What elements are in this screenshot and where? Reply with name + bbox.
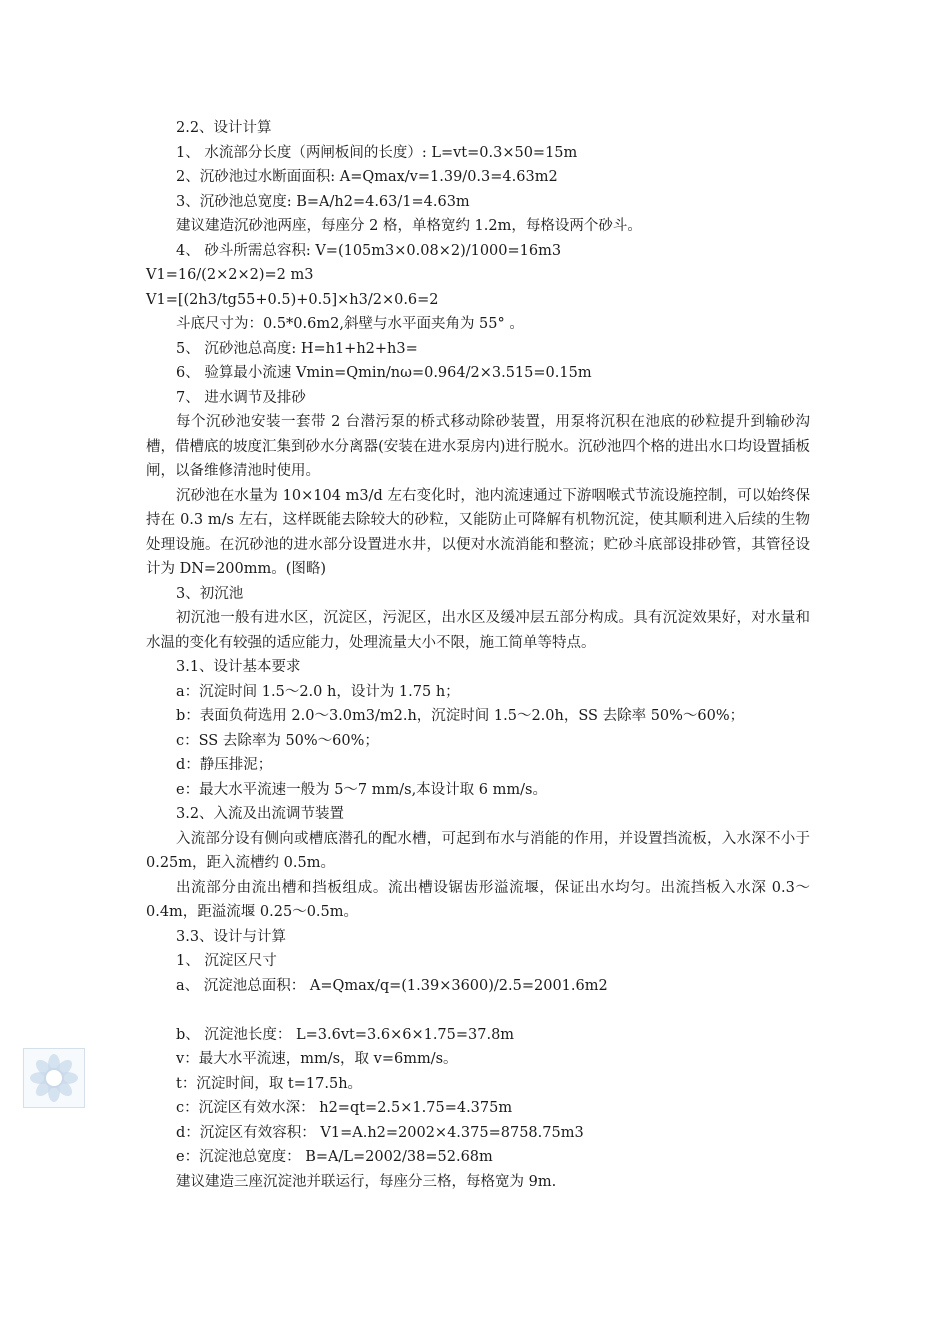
text-line: b：表面负荷选用 2.0～3.0m3/m2.h，沉淀时间 1.5～2.0h，SS 去除率 50%～60%； (176, 708, 745, 724)
document-body (146, 116, 810, 1194)
flower-emblem-icon (23, 1048, 85, 1108)
text-line: 建议建造沉砂池两座，每座分 2 格，单格宽约 1.2m，每格设两个砂斗。 (176, 218, 642, 234)
text-line: 3.1、设计基本要求 (176, 659, 301, 675)
paragraph: 沉砂池在水量为 10×104 m3/d 左右变化时，池内流速通过下游咽喉式节流设施控制，可以始终保持在 0.3 m/s 左右，这样既能去除较大的砂粒，又能防止可降解有机物沉淀，使其顺利进入后续的生物处理设施。在沉砂池的进水部分设置进水井，以便对水流消能和整流；贮砂斗底部设排砂管，其管径设计为 DN=200mm。(图略) (146, 487, 810, 577)
text-line: d：沉淀区有效容积： V1=A.h2=2002×4.375=8758.75m3 (176, 1124, 584, 1141)
text-line: 1、 沉淀区尺寸 (176, 953, 277, 969)
paragraph: 每个沉砂池安装一套带 2 台潜污泵的桥式移动除砂装置，用泵将沉积在池底的砂粒提升到输砂沟槽，借槽底的坡度汇集到砂水分离器(安装在进水泵房内)进行脱水。沉砂池四个格的进出水口均设置插板闸，以备维修清池时使用。 (146, 414, 810, 479)
paragraph: 初沉池一般有进水区，沉淀区，污泥区，出水区及缓冲层五部分构成。具有沉淀效果好，对水量和水温的变化有较强的适应能力，处理流量大小不限，施工简单等特点。 (146, 610, 810, 651)
text-line: v：最大水平流速，mm/s，取 v=6mm/s。 (176, 1051, 458, 1067)
text-line: e：最大水平流速一般为 5～7 mm/s,本设计取 6 mm/s。 (176, 781, 547, 798)
text-line: d：静压排泥； (176, 757, 273, 773)
formula-line: V1=16/(2×2×2)=2 m3 (146, 267, 314, 283)
text-line: 5、 沉砂池总高度: H=h1+h2+h3= (176, 340, 418, 357)
blank-line (146, 998, 810, 1023)
emblem-center (45, 1069, 63, 1087)
text-line: 3.2、入流及出流调节装置 (176, 806, 345, 822)
text-line: a：沉淀时间 1.5～2.0 h，设计为 1.75 h； (176, 683, 460, 700)
text-line: 3、初沉池 (176, 585, 244, 602)
text-line: 4、 砂斗所需总容积: V=(105m3×0.08×2)/1000=16m3 (176, 242, 562, 259)
text-line: c：SS 去除率为 50%～60%； (176, 732, 379, 749)
text-line: 3、沉砂池总宽度: B=A/h2=4.63/1=4.63m (176, 193, 470, 210)
text-line: e：沉淀池总宽度： B=A/L=2002/38=52.68m (176, 1149, 493, 1165)
text-line: c：沉淀区有效水深： h2=qt=2.5×1.75=4.375m (176, 1100, 513, 1116)
text-line: 7、 进水调节及排砂 (176, 389, 306, 406)
text-line: 斗底尺寸为：0.5*0.6m2,斜壁与水平面夹角为 55° 。 (176, 316, 524, 332)
text-line: 建议建造三座沉淀池并联运行，每座分三格，每格宽为 9m. (176, 1173, 557, 1190)
text-line: 1、 水流部分长度（两闸板间的长度）: L=vt=0.3×50=15m (176, 144, 578, 161)
text-line: 2、沉砂池过水断面面积: A=Qmax/v=1.39/0.3=4.63m2 (176, 169, 558, 185)
text-line: t：沉淀时间，取 t=17.5h。 (176, 1075, 363, 1092)
text-line: b、 沉淀池长度： L=3.6vt=3.6×6×1.75=37.8m (176, 1026, 515, 1043)
paragraph: 出流部分由流出槽和挡板组成。流出槽设锯齿形溢流堰，保证出水均匀。出流挡板入水深 0.3～0.4m，距溢流堰 0.25～0.5m。 (146, 879, 810, 920)
paragraph: 入流部分设有侧向或槽底潜孔的配水槽，可起到布水与消能的作用，并设置挡流板，入水深不小于 0.25m，距入流槽约 0.5m。 (146, 830, 810, 871)
formula-line: V1=[(2h3/tg55+0.5)+0.5]×h3/2×0.6=2 (146, 291, 439, 308)
text-line: a、 沉淀池总面积： A=Qmax/q=(1.39×3600)/2.5=2001.6m2 (176, 977, 608, 994)
text-line: 2.2、设计计算 (176, 120, 272, 136)
flower-emblem-graphic (24, 1049, 84, 1107)
text-line: 3.3、设计与计算 (176, 928, 287, 945)
text-line: 6、 验算最小流速 Vmin=Qmin/nω=0.964/2×3.515=0.15m (176, 365, 592, 381)
